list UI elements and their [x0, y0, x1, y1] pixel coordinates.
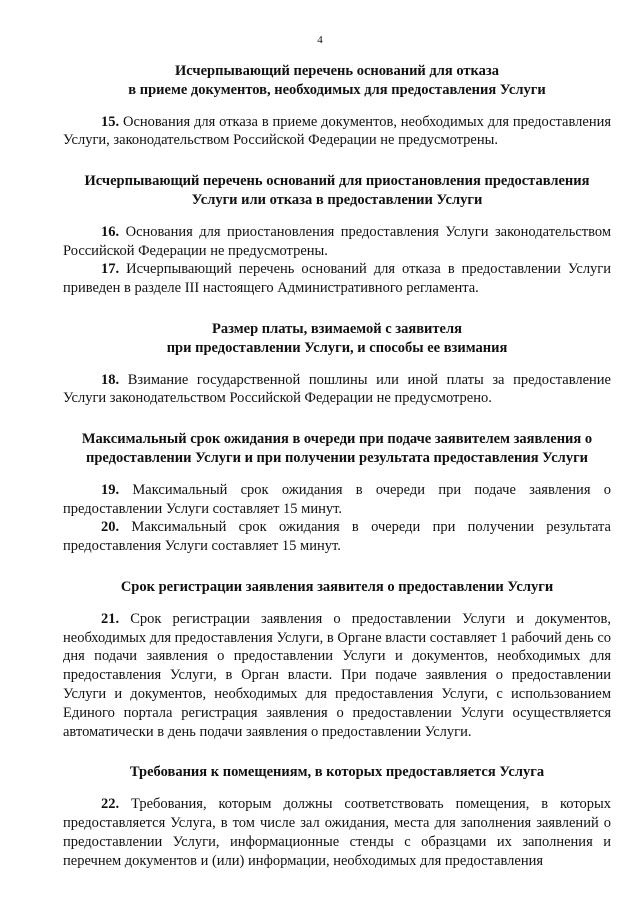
paragraph-number: 16.: [101, 223, 120, 240]
paragraph-number: 19.: [101, 481, 120, 498]
paragraph-22: [63, 795, 611, 870]
paragraph-17: [63, 260, 611, 298]
paragraph-21: [63, 610, 611, 742]
paragraph-15: [63, 113, 611, 151]
paragraph-18: [63, 371, 611, 409]
paragraph-number: 21.: [101, 610, 120, 627]
heading-line: Исчерпывающий перечень оснований для отказа: [175, 63, 499, 79]
section-heading: [63, 320, 611, 358]
paragraph-text: Срок регистрации заявления о предоставлении Услуги и документов, необходимых для предоставления Услуги, в Органе власти составляет 1 рабочий день со дня подачи заявления о предоставлении Услуги и документов, необходимых для предоставления Услуги, в Орган власти. При подаче заявления о предоставлении Услуги и документов, необходимых для предоставления Услуги, с использованием Единого портала регистрация заявления о предоставлении Услуги осуществляется автоматически в день подачи заявления о предоставлении Услуги.: [63, 610, 611, 740]
paragraph-19: [63, 481, 611, 519]
paragraph-text: Основания для отказа в приеме документов, необходимых для предоставления Услуги, законодательством Российской Федерации не предусмотрены.: [63, 113, 612, 149]
paragraph-number: 15.: [101, 113, 120, 130]
heading-line: Срок регистрации заявления заявителя о предоставлении Услуги: [120, 578, 554, 595]
section-heading: [63, 763, 611, 782]
paragraph-number: 18.: [101, 371, 120, 388]
heading-line: Максимальный срок ожидания в очереди при подаче заявителем заявления о: [81, 431, 593, 448]
section-premises-requirements: [63, 763, 611, 870]
document-body: [63, 62, 611, 870]
section-heading: [63, 172, 611, 210]
section-heading: [63, 430, 611, 468]
paragraph-number: 17.: [101, 261, 120, 278]
section-heading: [63, 62, 611, 100]
heading-line: Размер платы, взимаемой с заявителя: [212, 320, 462, 337]
heading-line: при предоставлении Услуги, и способы ее взимания: [166, 339, 508, 356]
section-registration-time: [63, 578, 611, 741]
paragraph-text: Основания для приостановления предоставления Услуги законодательством Российской Федерации не предусмотрены.: [63, 223, 611, 259]
paragraph-text: Требования, которым должны соответствовать помещения, в которых предоставляется Услуга, в том числе зал ожидания, места для заполнения заявлений о предоставлении Услуги, информационные стенды с образцами их заполнения и перечнем документов и (или) информации, необходимых для предоставления: [63, 796, 611, 869]
paragraph-text: Максимальный срок ожидания в очереди при подаче заявления о предоставлении Услуги составляет 15 минут.: [63, 481, 611, 517]
paragraph-16: [63, 223, 611, 261]
heading-line: Услуги или отказа в предоставлении Услуги: [191, 191, 483, 208]
paragraph-20: [63, 518, 611, 556]
heading-line: предоставлении Услуги и при получении результата предоставления Услуги: [85, 449, 589, 466]
section-heading: [63, 578, 611, 597]
section-refusal-acceptance: [63, 62, 611, 150]
heading-line: Исчерпывающий перечень оснований для приостановления предоставления: [84, 173, 590, 190]
heading-line: Требования к помещениям, в которых предоставляется Услуга: [129, 764, 545, 781]
section-queue-time: [63, 430, 611, 556]
paragraph-text: Исчерпывающий перечень оснований для отказа в предоставлении Услуги приведен в разделе III настоящего Административного регламента.: [63, 261, 612, 297]
paragraph-number: 22.: [101, 796, 120, 813]
page-number: 4: [317, 34, 323, 46]
paragraph-number: 20.: [101, 519, 120, 536]
paragraph-text: Взимание государственной пошлины или иной платы за предоставление Услуги законодательством Российской Федерации не предусмотрено.: [63, 371, 611, 407]
paragraph-text: Максимальный срок ожидания в очереди при получении результата предоставления Услуги составляет 15 минут.: [63, 519, 611, 555]
section-fee: [63, 320, 611, 408]
heading-line: в приеме документов, необходимых для предоставления Услуги: [128, 81, 546, 98]
section-suspension-refusal: [63, 172, 611, 298]
